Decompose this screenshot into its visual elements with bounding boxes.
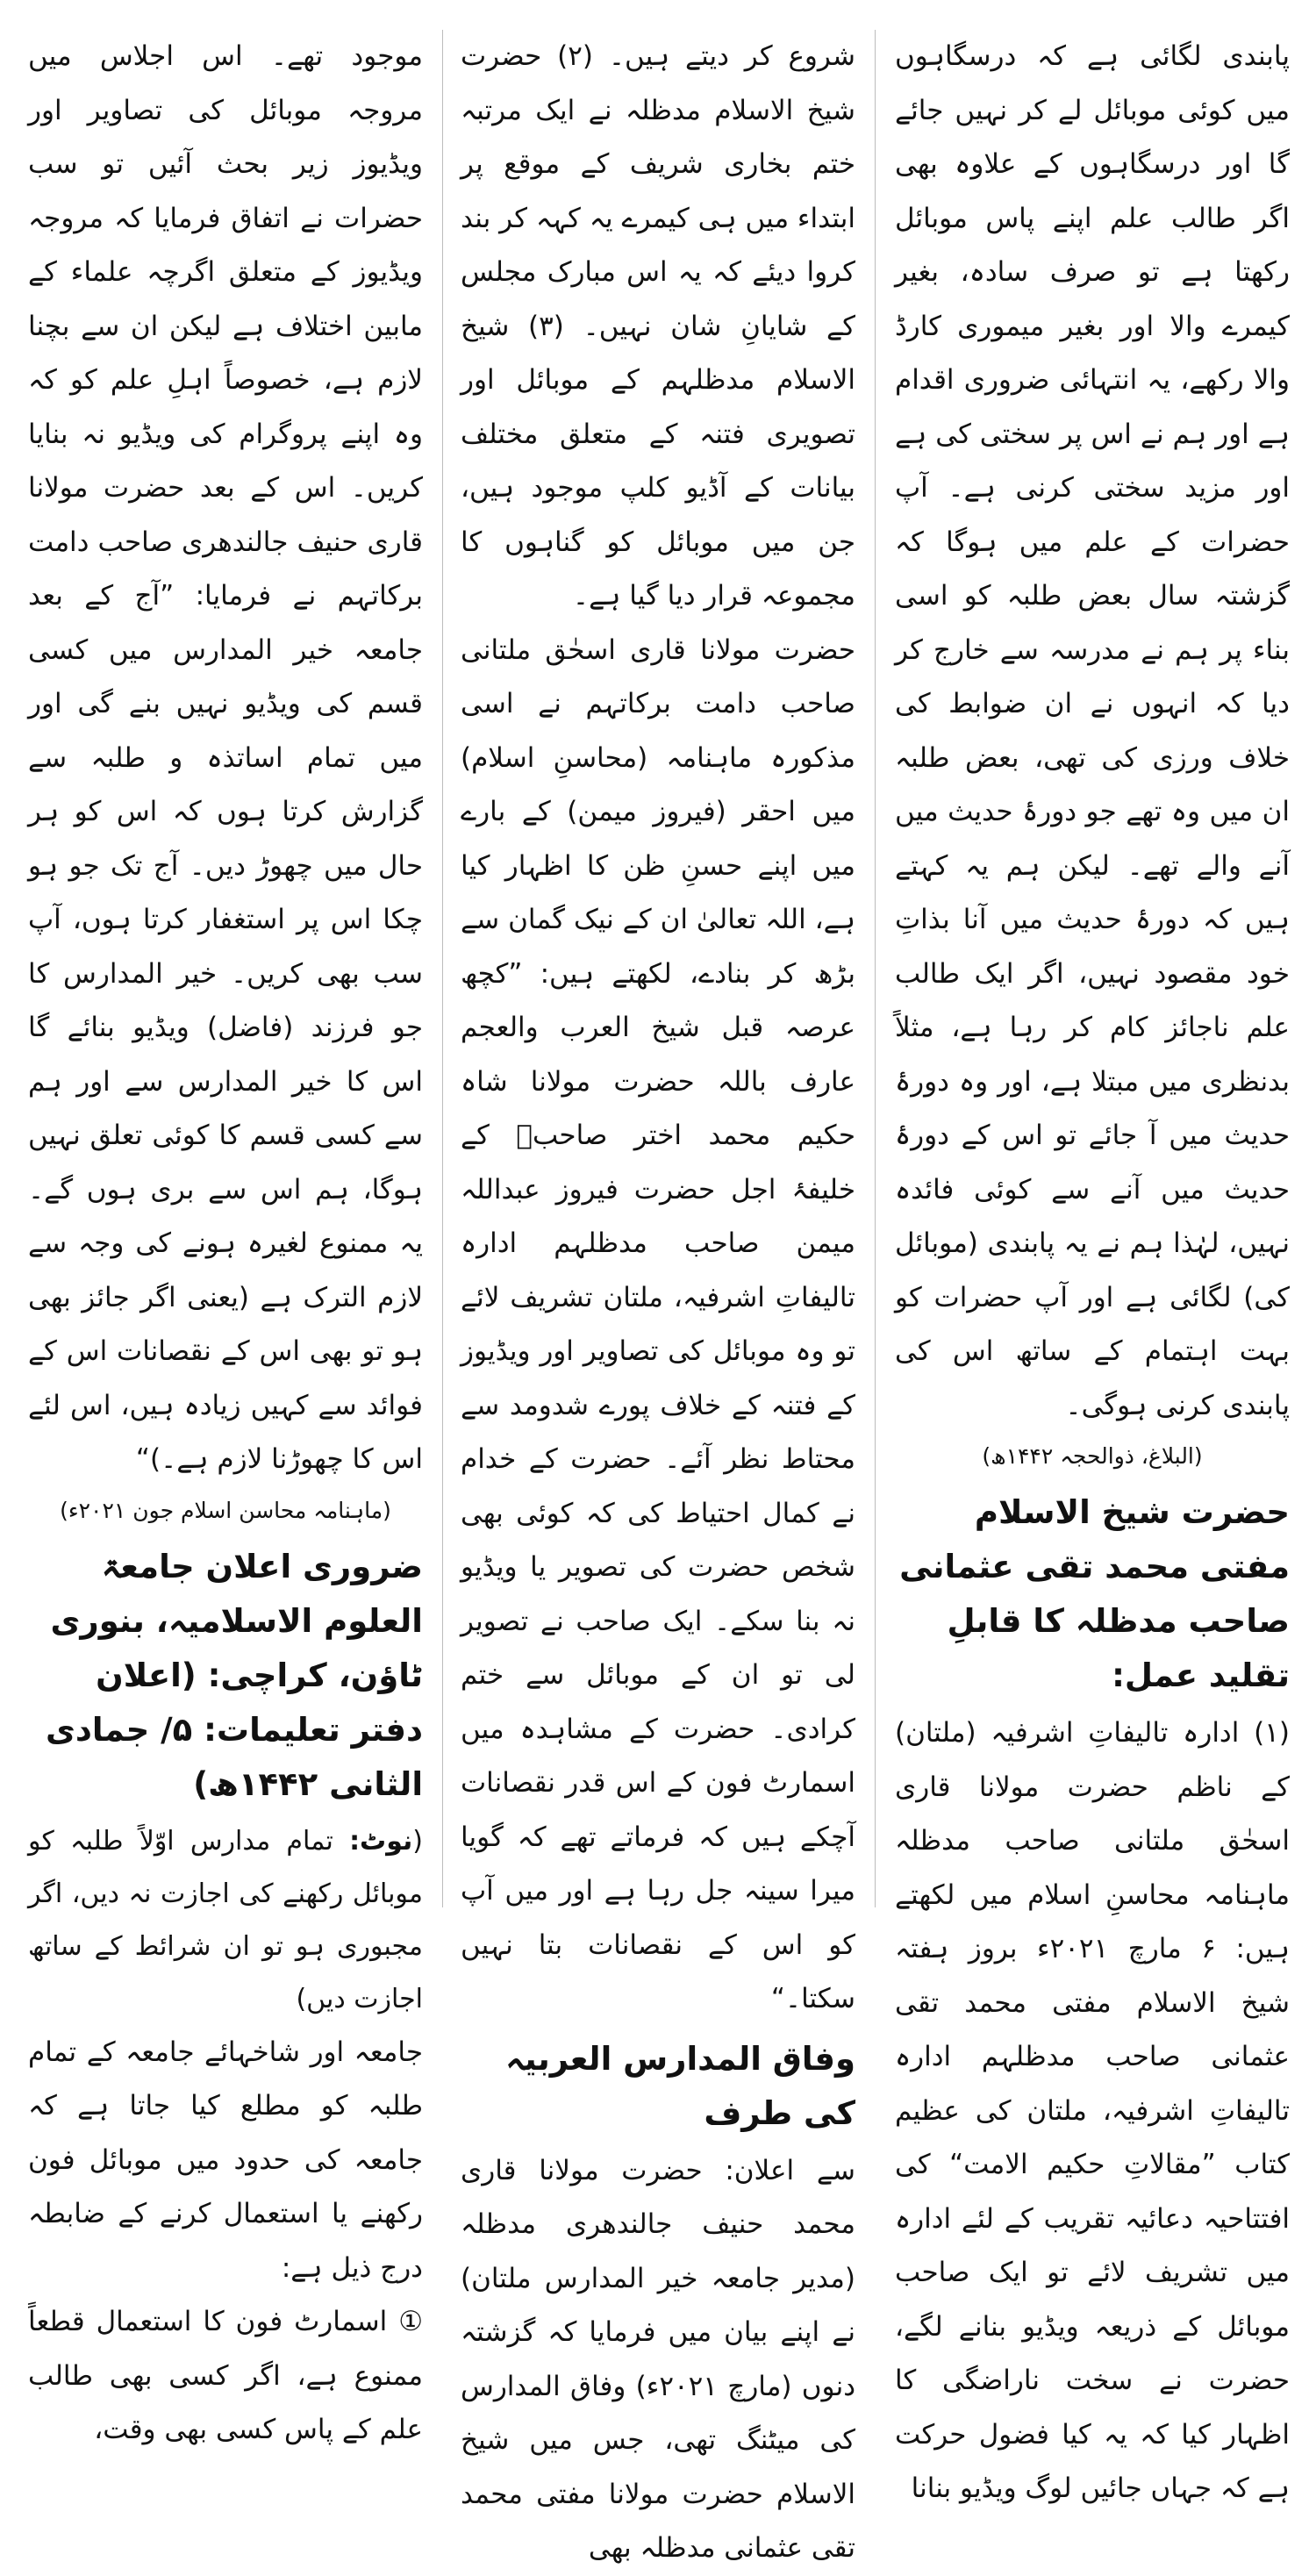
note-text: تمام مدارس اوّلاً طلبہ کو موبائل رکھنے کی اجازت نہ دیں، اگر مجبوری ہو تو ان شرائط کے ساتھ اجازت دیں) <box>28 1825 423 2014</box>
article-paragraph: جامعہ اور شاخہائے جامعہ کے تمام طلبہ کو مطلع کیا جاتا ہے کہ جامعہ کی حدود میں موبائل فون رکھنے یا استعمال کرنے کے ضابطہ درج ذیل ہے: <box>28 2036 423 2284</box>
note-paragraph: (نوٹ: تمام مدارس اوّلاً طلبہ کو موبائل رکھنے کی اجازت نہ دیں، اگر مجبوری ہو تو ان شرائط کے ساتھ اجازت دیں) <box>28 1825 423 2014</box>
article-paragraph: سے اعلان: حضرت مولانا قاری محمد حنیف جالندھری مدظلہ (مدیر جامعہ خیر المدارس ملتان) نے اپنے بیان میں فرمایا کہ گزشتہ دنوں (مارچ ۲۰۲۱ء) وفاق المدارس کی میٹنگ تھی، جس میں شیخ الاسلام حضرت مولانا مفتی محمد تقی عثمانی مدظلہ بھی <box>461 2154 855 2564</box>
source-citation: (ماہنامہ محاسن اسلام جون ۲۰۲۱ء) <box>60 1497 391 1523</box>
source-citation: (البلاغ، ذوالحجہ ۱۴۴۲ھ) <box>982 1443 1203 1469</box>
section-heading: حضرت شیخ الاسلام مفتی محمد تقی عثمانی صاحب مدظلہ کا قابلِ تقلید عمل: <box>899 1493 1290 1694</box>
article-paragraph: شروع کر دیتے ہیں۔ (۲) حضرت شیخ الاسلام مدظلہ نے ایک مرتبہ ختم بخاری شریف کے موقع پر ابتداء میں ہی کیمرے یہ کہہ کر بند کروا دیئے کہ یہ اس مبارک مجلس کے شایانِ شان نہیں۔ (۳) شیخ الاسلام مدظلہم کے موبائل اور تصویری فتنہ کے متعلق مختلف بیانات کے آڈیو کلپ موجود ہیں، جن میں موبائل کو گناہوں کا مجموعہ قرار دیا گیا ہے۔ <box>461 40 855 612</box>
article-paragraph: ① اسمارٹ فون کا استعمال قطعاً ممنوع ہے، اگر کسی بھی طالب علم کے پاس کسی بھی وقت، <box>28 2306 423 2445</box>
column-divider <box>442 30 443 1907</box>
article-paragraph: موجود تھے۔ اس اجلاس میں مروجہ موبائل کی تصاویر اور ویڈیوز زیر بحث آئیں تو سب حضرات نے اتفاق فرمایا کہ مروجہ ویڈیوز کے متعلق اگرچہ علماء کے مابین اختلاف ہے لیکن ان سے بچنا لازم ہے، خصوصاً اہلِ علم کو کہ وہ اپنے پروگرام کی ویڈیو نہ بنایا کریں۔ اس کے بعد حضرت مولانا قاری حنیف جالندھری صاحب دامت برکاتہم نے فرمایا: ”آج کے بعد جامعہ خیر المدارس میں کسی قسم کی ویڈیو نہیں بنے گی اور میں تمام اساتذہ و طلبہ سے گزارش کرتا ہوں کہ اس کو ہر حال میں چھوڑ دیں۔ آج تک جو ہو چکا اس پر استغفار کرتا ہوں، آپ سب بھی کریں۔ خیر المدارس کا جو فرزند (فاضل) ویڈیو بنائے گا اس کا خیر المدارس سے اور ہم سے کسی قسم کا کوئی تعلق نہیں ہوگا، ہم اس سے بری ہوں گے۔ یہ ممنوع لغیرہ ہونے کی وجہ سے لازم الترک ہے (یعنی اگر جائز بھی ہو تو بھی اس کے نقصانات اس کے فوائد سے کہیں زیادہ ہیں، اس لئے اس کا چھوڑنا لازم ہے۔)“ <box>28 40 423 1475</box>
note-label: نوٹ: <box>349 1825 413 1857</box>
section-heading: وفاق المدارس العربیہ کی طرف <box>505 2039 855 2132</box>
middle-column <box>461 30 855 2564</box>
section-heading: ضروری اعلان جامعۃ العلوم الاسلامیہ، بنوری ٹاؤن، کراچی: (اعلان دفتر تعلیمات: ۵/ جمادی الثانی ۱۴۴۲ھ) <box>45 1547 423 1803</box>
article-paragraph: (۱) ادارہ تالیفاتِ اشرفیہ (ملتان) کے ناظم حضرت مولانا قاری اسحٰق ملتانی صاحب مدظلہ ماہنامہ محاسنِ اسلام میں لکھتے ہیں: ۶ مارچ ۲۰۲۱ء بروز ہفتہ شیخ الاسلام مفتی محمد تقی عثمانی صاحب مدظلہم ادارہ تالیفاتِ اشرفیہ، ملتان کی عظیم کتاب ”مقالاتِ حکیم الامت“ کی افتتاحیہ دعائیہ تقریب کے لئے ادارہ میں تشریف لائے تو ایک صاحب موبائل کے ذریعہ ویڈیو بنانے لگے، حضرت نے سخت ناراضگی کا اظہار کیا کہ یہ کیا فضول حرکت ہے کہ جہاں جائیں لوگ ویڈیو بنانا <box>895 1717 1290 2504</box>
left-column <box>28 30 423 2445</box>
column-divider <box>875 30 876 1907</box>
right-column <box>895 30 1290 2504</box>
article-paragraph: حضرت مولانا قاری اسحٰق ملتانی صاحب دامت برکاتہم نے اسی مذکورہ ماہنامہ (محاسنِ اسلام) میں احقر (فیروز میمن) کے بارے میں اپنے حسنِ ظن کا اظہار کیا ہے، اللہ تعالیٰ ان کے نیک گمان سے بڑھ کر بنادے، لکھتے ہیں: ”کچھ عرصہ قبل شیخ العرب والعجم عارف باللہ حضرت مولانا شاہ حکیم محمد اختر صاحبؒ کے خلیفۂ اجل حضرت فیروز عبداللہ میمن صاحب مدظلہم ادارہ تالیفاتِ اشرفیہ، ملتان تشریف لائے تو وہ موبائل کی تصاویر اور ویڈیوز کے فتنہ کے خلاف پورے شدومد سے محتاط نظر آئے۔ حضرت کے خدام نے کمال احتیاط کی کہ کوئی بھی شخص حضرت کی تصویر یا ویڈیو نہ بنا سکے۔ ایک صاحب نے تصویر لی تو ان کے موبائل سے ختم کرادی۔ حضرت کے مشاہدہ میں اسمارٹ فون کے اس قدر نقصانات آچکے ہیں کہ فرماتے تھے کہ گویا میرا سینہ جل رہا ہے اور میں آپ کو اس کے نقصانات بتا نہیں سکتا۔“ <box>461 633 855 2014</box>
article-paragraph: پابندی لگائی ہے کہ درسگاہوں میں کوئی موبائل لے کر نہیں جائے گا اور درسگاہوں کے علاوہ بھی اگر طالب علم اپنے پاس موبائل رکھتا ہے تو صرف سادہ، بغیر کیمرے والا اور بغیر میموری کارڈ والا رکھے، یہ انتہائی ضروری اقدام ہے اور ہم نے اس پر سختی کی ہے اور مزید سختی کرنی ہے۔ آپ حضرات کے علم میں ہوگا کہ گزشتہ سال بعض طلبہ کو اسی بناء پر ہم نے مدرسہ سے خارج کر دیا کہ انہوں نے ان ضوابط کی خلاف ورزی کی تھی، بعض طلبہ ان میں وہ تھے جو دورۂ حدیث میں آنے والے تھے۔ لیکن ہم یہ کہتے ہیں کہ دورۂ حدیث میں آنا بذاتِ خود مقصود نہیں، اگر ایک طالب علم ناجائز کام کر رہا ہے، مثلاً بدنظری میں مبتلا ہے، اور وہ دورۂ حدیث میں آ جائے تو اس کے دورۂ حدیث میں آنے سے کوئی فائدہ نہیں، لہٰذا ہم نے یہ پابندی (موبائل کی) لگائی ہے اور آپ حضرات کو بہت اہتمام کے ساتھ اس کی پابندی کرنی ہوگی۔ <box>895 40 1290 1421</box>
